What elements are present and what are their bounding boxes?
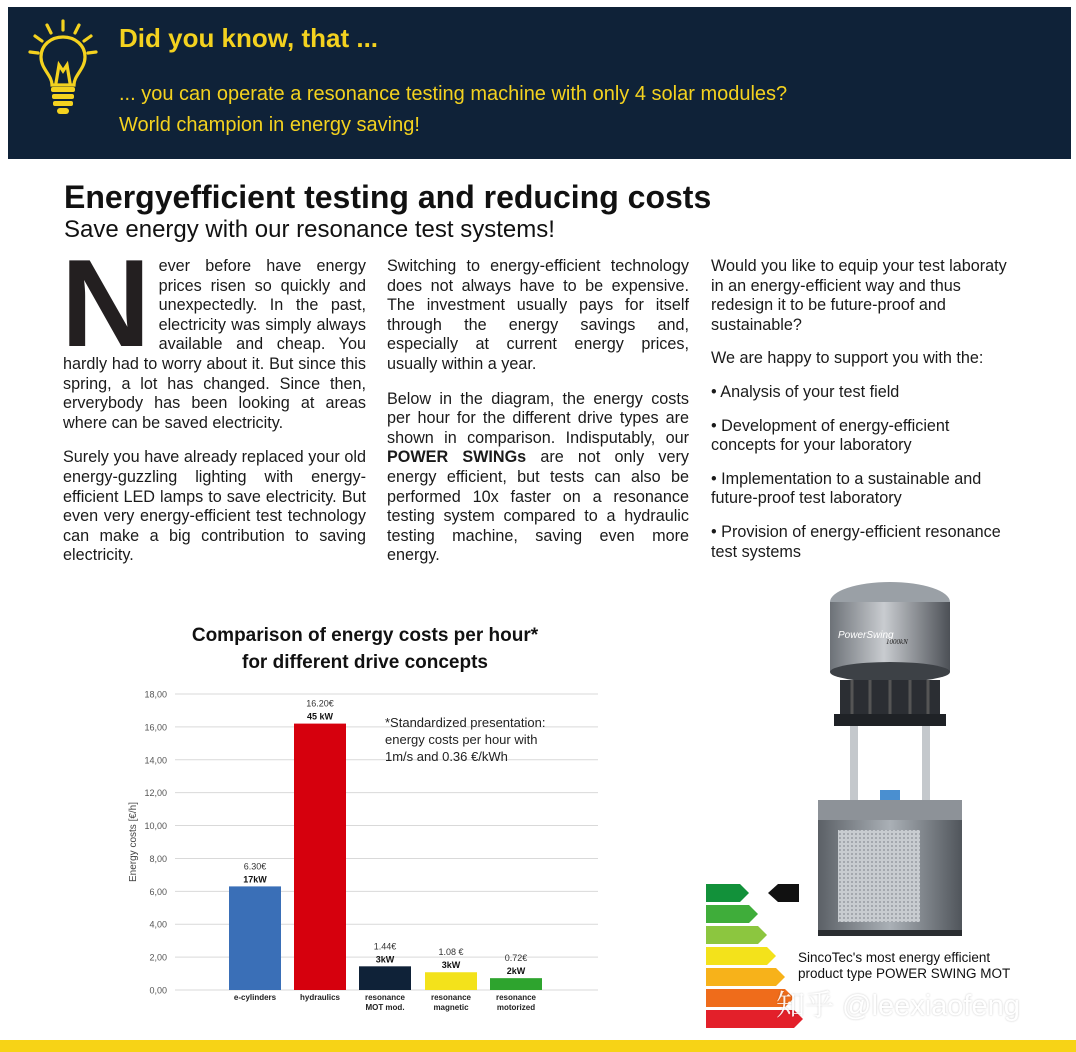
power-label: 45 kW (306, 711, 334, 722)
bar-resonance-mot-mod. (359, 966, 411, 990)
bullet-item: • Development of energy-efficient concepts for your laboratory (711, 416, 950, 455)
machine-brand: PowerSwing (838, 630, 894, 641)
category-label: e-cylinders (233, 993, 277, 1002)
paragraph: We are happy to support you with the: (711, 349, 984, 368)
chart-note: *Standardized presentation: (385, 715, 546, 730)
bar-e-cylinders (229, 886, 281, 990)
paragraph: Would you like to equip your test laboraty in an energy-efficient way and thus redesign it to be future-proof and sustainable? (711, 257, 1007, 334)
power-label: 3kW (441, 960, 461, 971)
y-tick-label: 2,00 (149, 952, 167, 963)
bar-resonance-magnetic (425, 972, 477, 990)
drop-cap: N (61, 235, 151, 373)
banner-title: Did you know, that ... (119, 23, 379, 53)
rating-pointer-icon (768, 884, 799, 902)
chart-note: energy costs per hour with (385, 732, 538, 747)
article-subtitle: Save energy with our resonance test systems! (64, 216, 555, 243)
paragraph: Below in the diagram, the energy costs per hour for the different drive types are shown in comparison. Indisputably, our POWER SWINGs are not only very energy efficient, but tests can also be performed 10x faster on a resonance testing system compared to a hydraulic testing machine, saving even more energy. (387, 389, 689, 565)
y-tick-label: 10,00 (144, 821, 167, 832)
machine-caption: SincoTec's most energy efficient product type POWER SWING MOT (798, 950, 1011, 981)
cost-label: 6.30€ (243, 861, 267, 872)
power-label: 3kW (375, 954, 395, 965)
category-label: magnetic (433, 1003, 469, 1012)
energy-cost-bar-chart (120, 680, 610, 1020)
cost-label: 1.08 € (438, 947, 464, 958)
bottom-accent-bar (0, 1040, 1076, 1052)
bullet-item: • Implementation to a sustainable and future-proof test laboratory (711, 469, 982, 508)
category-label: MOT mod. (365, 1003, 405, 1012)
article-title: Energyefficient testing and reducing costs (64, 179, 712, 215)
text-column-2 (387, 257, 689, 581)
power-label: 17kW (243, 874, 267, 885)
category-label: motorized (496, 1003, 536, 1012)
watermark: 知乎 @leexiaofeng (776, 990, 1020, 1022)
category-label: resonance (495, 993, 537, 1002)
y-tick-label: 12,00 (144, 788, 167, 799)
cost-label: 1.44€ (373, 941, 397, 952)
bar-hydraulics (294, 724, 346, 990)
paragraph: Switching to energy-efficient technology does not always have to be expensive. The investment usually pays for itself through the energy savings and, especially at current energy prices, usually within a year. (387, 257, 689, 373)
banner-line-2: World champion in energy saving! (119, 114, 420, 136)
lightbulb-icon (26, 19, 100, 119)
chart-title: Comparison of energy costs per hour* for different drive concepts (191, 625, 539, 673)
y-tick-label: 4,00 (149, 919, 167, 930)
efficiency-class-arrow (706, 884, 749, 902)
power-swings-emphasis: POWER SWINGs (387, 448, 527, 467)
y-tick-label: 14,00 (144, 755, 167, 766)
banner-line-1: ... you can operate a resonance testing machine with only 4 solar modules? (119, 83, 788, 105)
chart-note: 1m/s and 0.36 €/kWh (385, 749, 508, 764)
power-swing-machine-image (810, 580, 970, 940)
efficiency-class-arrow (706, 905, 758, 923)
y-tick-label: 6,00 (149, 886, 167, 897)
paragraph: Never before have energy prices risen so quickly and unexpectedly. In the past, electricity was simply always available and cheap. You hardly had to worry about it. But since this spring, a lot has changed. Since then, erverybody has been looking at areas where can be saved electricity. (61, 235, 366, 432)
text-column-3 (711, 257, 1013, 576)
category-label: resonance (430, 993, 472, 1002)
y-axis-label: Energy costs [€/h] (128, 801, 139, 883)
category-label: resonance (364, 993, 406, 1002)
did-you-know-banner (8, 7, 1071, 159)
y-tick-label: 8,00 (149, 853, 167, 864)
efficiency-class-arrow (706, 926, 767, 944)
cost-label: 0.72€ (504, 953, 528, 964)
machine-capacity: 1000kN (886, 638, 908, 646)
efficiency-class-arrow (706, 968, 785, 986)
text-column-1 (61, 235, 366, 581)
bar-resonance-motorized (490, 978, 542, 990)
y-tick-label: 16,00 (144, 722, 167, 733)
category-label: hydraulics (299, 993, 341, 1002)
bullet-item: • Provision of energy-efficient resonance test systems (711, 522, 1001, 561)
power-label: 2kW (506, 966, 526, 977)
y-tick-label: 18,00 (144, 689, 167, 700)
bullet-item: • Analysis of your test field (711, 382, 900, 401)
paragraph: Surely you have already replaced your old energy-guzzling lighting with energy-efficient LED lamps to save electricity. But even very energy-efficient test technology can make a big contribution to saving electricity. (63, 448, 366, 565)
efficiency-class-arrow (706, 947, 776, 965)
y-tick-label: 0,00 (149, 985, 167, 996)
cost-label: 16.20€ (306, 698, 334, 709)
